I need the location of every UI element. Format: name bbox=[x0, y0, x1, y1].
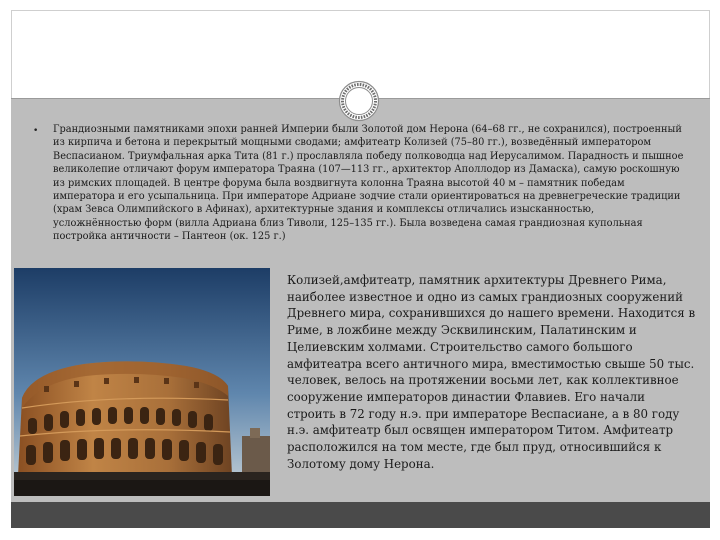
colosseum-paragraph: Колизей,амфитеатр, памятник архитектуры Древнего Рима, наиболее известное и одно из самых грандиозных сооружений Древнего мира, сохранившихся до нашего времени. Находится в Риме, в ложбине между Эсквилинским, Палатинским и Целиевским холмами. Строительство самого большого амфитеатра всего античного мира, вместимостью свыше 50 тыс. человек, велось на протяжении восьми лет, как коллективное сооружение императоров династии Флавиев. Его начали строить в 72 году н.э. при императоре Веспасиане, а в 80 году н.э. амфитеатр был освящен императором Титом. Амфитеатр расположился на том месте, где был пруд, относившийся к Золотому дому Нерона. bbox=[287, 273, 696, 471]
colosseum-photo bbox=[14, 268, 270, 496]
circular-ornament-icon bbox=[338, 80, 380, 122]
slide-footer-bar bbox=[11, 502, 710, 528]
intro-paragraph: Грандиозными памятниками эпохи ранней Империи были Золотой дом Нерона (64–68 гг., не сохранился), построенный из кирпича и бетона и перекрытый мощными сводами; амфитеатр Колизей (75–80 гг.), возведённый императором Веспасианом. Триумфальная арка Тита (81 г.) прославляла победу полководца над Иерусалимом. Парадность и пышное великолепие отличают форум императора Траяна (107—113 гг., архитектор Аполлодор из Дамаска), самую роскошную из римских площадей. В центре форума была воздвигнута колонна Траяна высотой 40 м – памятник победам императора и его усыпальница. При императоре Адриане зодчие стали ориентироваться на древнегреческие традиции (храм Зевса Олимпийского в Афинах), архитектурные здания и комплексы отличались изысканностью, усложнённостью форм (вилла Адриана близ Тиволи, 125–135 гг.). Была возведена самая грандиозная купольная постройка античности – Пантеон (ок. 125 г.) bbox=[53, 124, 684, 243]
bullet-marker: • bbox=[33, 126, 39, 136]
